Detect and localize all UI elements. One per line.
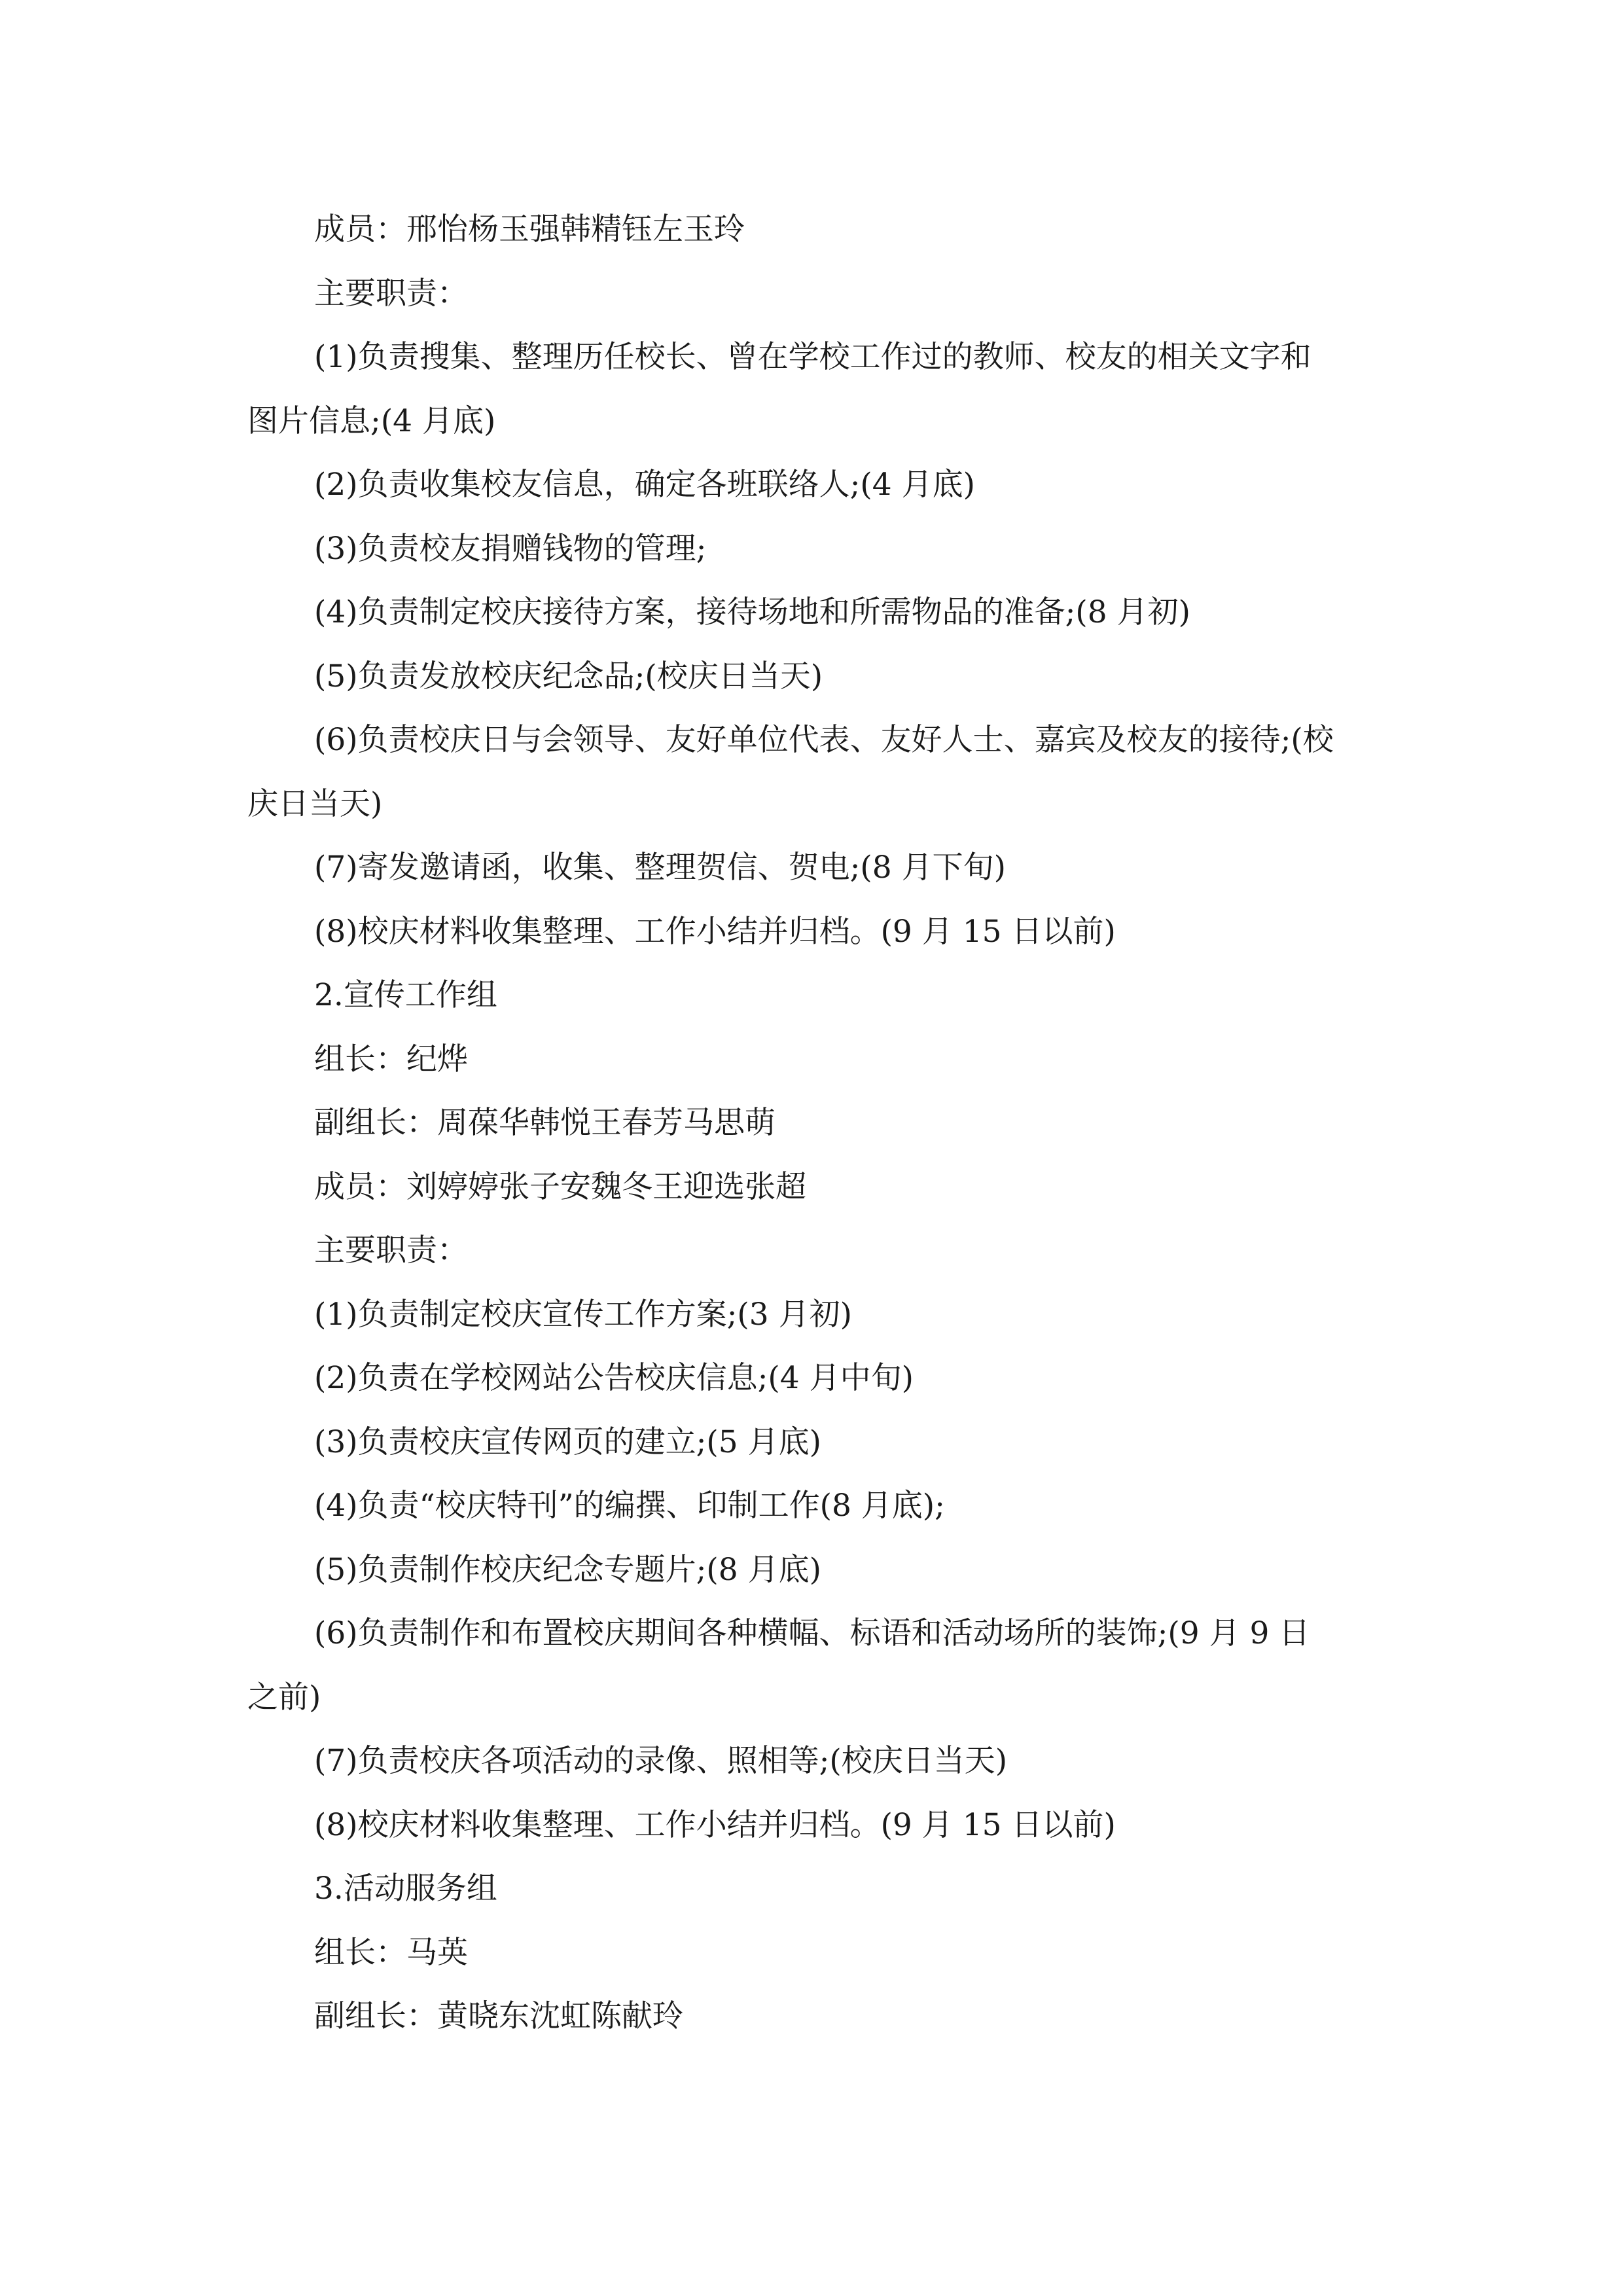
text-line: (8)校庆材料收集整理、工作小结并归档。(9 月 15 日以前): [314, 1806, 1116, 1843]
text-line: (5)负责制作校庆纪念专题片;(8 月底): [314, 1551, 821, 1588]
text-line: 之前): [247, 1679, 321, 1715]
text-line: (5)负责发放校庆纪念品;(校庆日当天): [314, 658, 823, 694]
text-line: (1)负责搜集、整理历任校长、曾在学校工作过的教师、校友的相关文字和: [314, 339, 1311, 375]
text-line: 副组长：周葆华韩悦王春芳马思萌: [314, 1105, 776, 1141]
text-line: (6)负责制作和布置校庆期间各种横幅、标语和活动场所的装饰;(9 月 9 日: [314, 1615, 1310, 1651]
text-line: (3)负责校庆宣传网页的建立;(5 月底): [314, 1424, 821, 1460]
section-heading: 3.活动服务组: [314, 1871, 497, 1907]
text-line: (7)负责校庆各项活动的录像、照相等;(校庆日当天): [314, 1743, 1008, 1779]
text-line: (1)负责制定校庆宣传工作方案;(3 月初): [314, 1296, 852, 1333]
text-line: 成员：邢怡杨玉强韩精钰左玉玲: [314, 211, 745, 247]
text-line: 副组长：黄晓东沈虹陈献玲: [314, 1998, 683, 2034]
text-line: 成员：刘婷婷张子安魏冬王迎选张超: [314, 1168, 806, 1205]
text-line: (2)负责收集校友信息，确定各班联络人;(4 月底): [314, 467, 975, 503]
text-line: 图片信息;(4 月底): [247, 403, 496, 439]
text-line: (4)负责“校庆特刊”的编撰、印制工作(8 月底);: [314, 1488, 945, 1524]
text-line: (6)负责校庆日与会领导、友好单位代表、友好人士、嘉宾及校友的接待;(校: [314, 722, 1334, 758]
text-line: 主要职责：: [314, 275, 468, 312]
text-line: (8)校庆材料收集整理、工作小结并归档。(9 月 15 日以前): [314, 913, 1116, 950]
text-line: (3)负责校友捐赠钱物的管理;: [314, 530, 707, 567]
document-body: [247, 198, 1386, 2049]
section-heading: 2.宣传工作组: [314, 977, 497, 1013]
text-line: 主要职责：: [314, 1232, 468, 1268]
text-line: (4)负责制定校庆接待方案，接待场地和所需物品的准备;(8 月初): [314, 594, 1190, 630]
text-line: 庆日当天): [247, 785, 383, 822]
text-line: (7)寄发邀请函，收集、整理贺信、贺电;(8 月下旬): [314, 850, 1006, 886]
text-line: (2)负责在学校网站公告校庆信息;(4 月中旬): [314, 1360, 914, 1396]
text-line: 组长：纪烨: [314, 1041, 468, 1077]
text-line: 组长：马英: [314, 1934, 468, 1971]
